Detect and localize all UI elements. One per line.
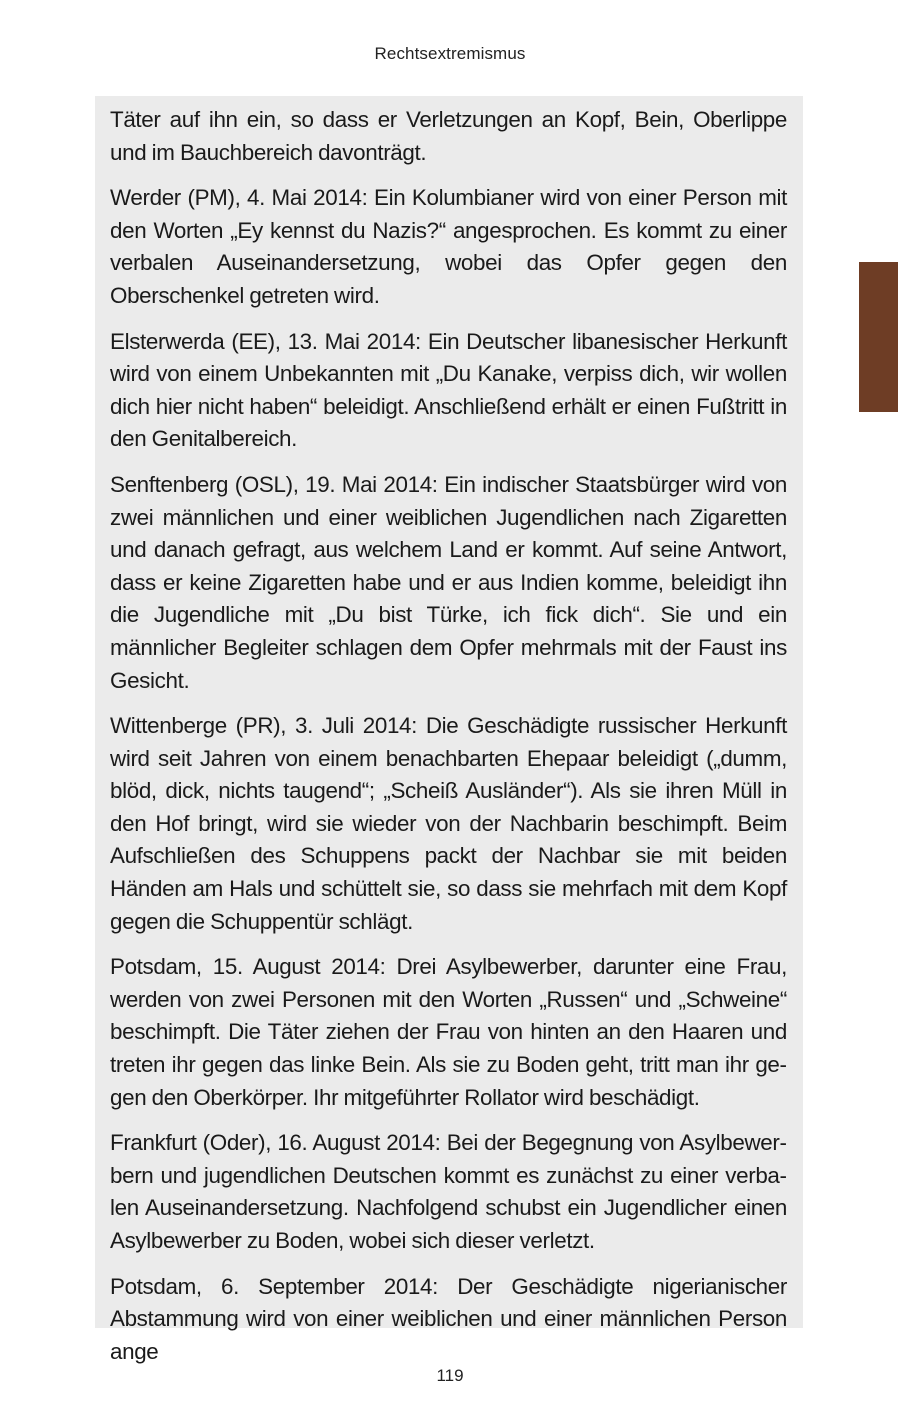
incident-paragraph: Werder (PM), 4. Mai 2014: Ein Kolumbianer wird von einer Person mit den Worten „Ey kennst du Nazis?“ angesprochen. Es kommt zu einer verbalen Auseinandersetzung, wobei das Opfer gegen den Oberschenkel getreten wird.: [110, 185, 787, 308]
incident-paragraph: Potsdam, 15. August 2014: Drei Asylbewerber, darunter eine Frau, werden von zwei Personen mit den Worten „Russen“ und „Schweine“ beschimpft. Die Täter ziehen der Frau von hinten an den Haaren und treten ihr gegen das linke Bein. Als sie zu Boden geht, tritt man ihr gegen den Oberkörper. Ihr mitgeführter Rollator wird beschädigt.: [110, 954, 787, 1110]
page-number: 119: [436, 1366, 464, 1385]
incident-paragraph: Potsdam, 6. September 2014: Der Geschädigte nigerianischer Abstammung wird von einer weiblichen und einer männlichen Person ange: [110, 1273, 787, 1364]
running-header: Rechtsextremismus: [374, 44, 526, 63]
incident-paragraph: Elsterwerda (EE), 13. Mai 2014: Ein Deutscher libanesischer Herkunft wird von einem Unbekannten mit „Du Kanake, verpiss dich, wir wollen dich hier nicht haben“ beleidigt. Anschließend erhält er einen Fußtritt in den Genitalbereich.: [110, 328, 787, 452]
chapter-marker-tab: [859, 262, 898, 412]
incident-paragraph: Wittenberge (PR), 3. Juli 2014: Die Geschädigte russischer Herkunft wird seit Jahren von einem benachbarten Ehepaar beleidigt („dumm, blöd, dick, nichts taugend“; „Scheiß Ausländer“). Als sie ihren Müll in den Hof bringt, wird sie wieder von der Nachbarin beschimpft. Beim Aufschließen des Schuppens packt der Nachbar sie mit beiden Händen am Hals und schüttelt sie, so dass sie mehrfach mit dem Kopf gegen die Schuppentür schlägt.: [110, 713, 787, 934]
incident-paragraph: Täter auf ihn ein, so dass er Verletzungen an Kopf, Bein, Oberlippe und im Bauchbereich davonträgt.: [110, 107, 787, 165]
incident-paragraph: Senftenberg (OSL), 19. Mai 2014: Ein indischer Staatsbürger wird von zwei männlichen und einer weiblichen Jugendlichen nach Zigaretten und danach gefragt, aus welchem Land er kommt. Auf seine Antwort, dass er keine Zigaretten habe und er aus Indien komme, beleidigt ihn die Jugendliche mit „Du bist Türke, ich fick dich“. Sie und ein männlicher Begleiter schlagen dem Opfer mehrmals mit der Faust ins Gesicht.: [110, 471, 787, 693]
incident-paragraph: Frankfurt (Oder), 16. August 2014: Bei der Begegnung von Asylbewerbern und jugendlichen Deutschen kommt es zunächst zu einer verbalen Auseinandersetzung. Nachfolgend schubst ein Jugendlicher einen Asylbewerber zu Boden, wobei sich dieser verletzt.: [110, 1130, 787, 1253]
incident-list-box: [95, 96, 803, 1364]
